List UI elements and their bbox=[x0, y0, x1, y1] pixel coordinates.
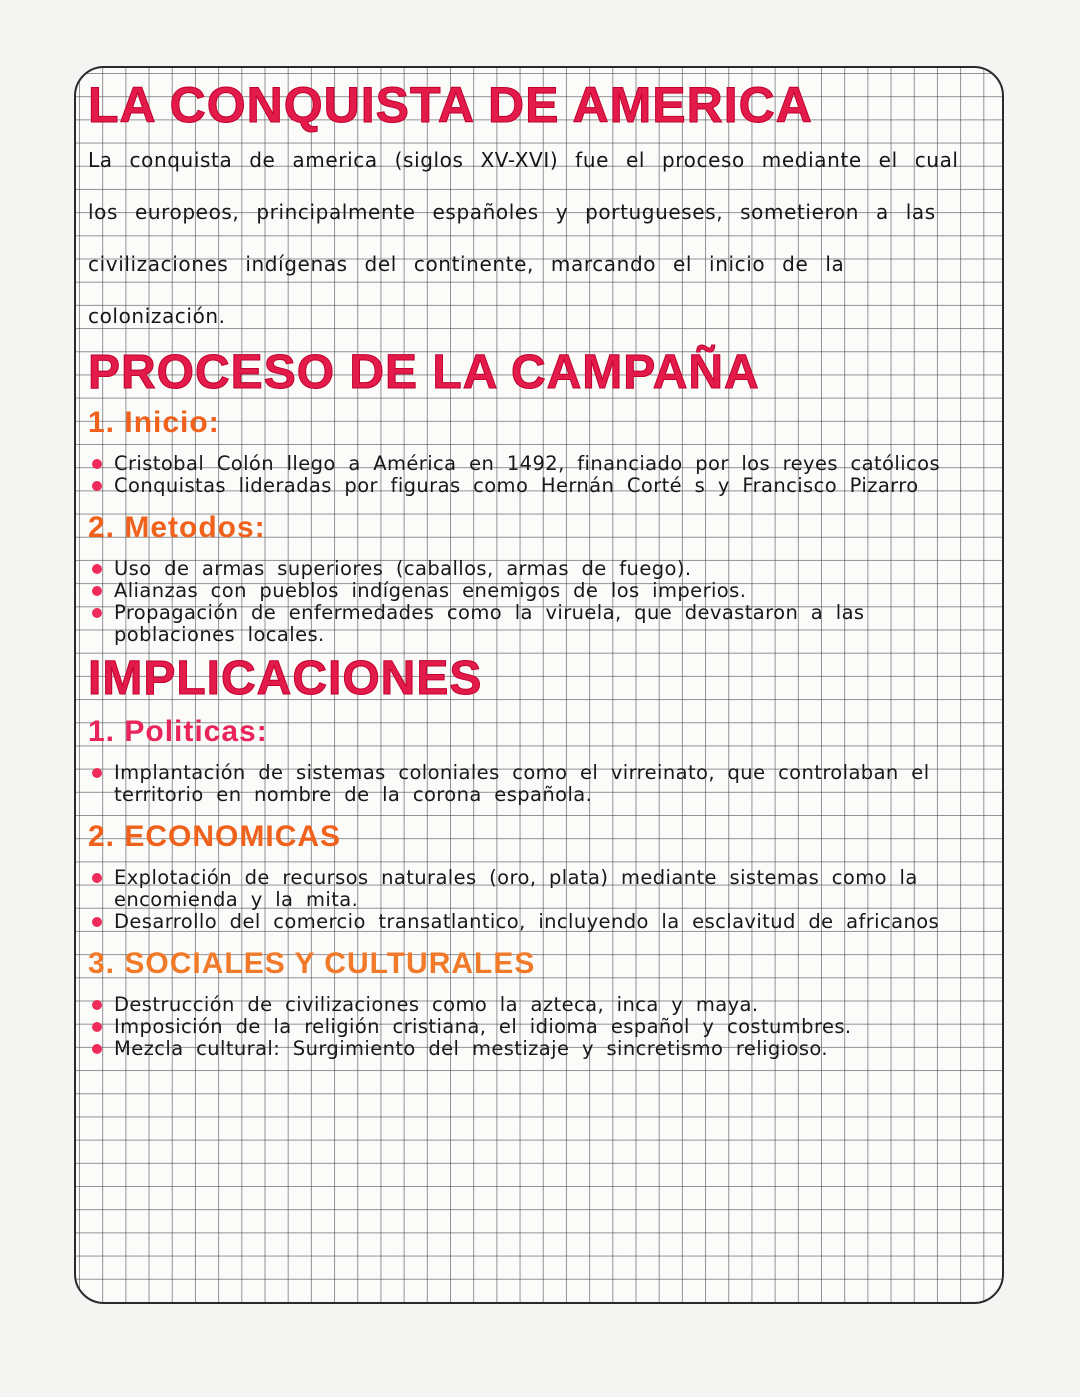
list-item-text: Cristobal Colón llego a América en 1492, financiado por los reyes católicos bbox=[114, 452, 941, 476]
notes-content bbox=[88, 76, 996, 1060]
bullet-icon bbox=[92, 1044, 102, 1054]
bullet-icon bbox=[92, 564, 102, 574]
subheading-sociales: 3. SOCIALES Y CULTURALES bbox=[88, 946, 536, 980]
list-item bbox=[88, 580, 996, 602]
bullet-icon bbox=[92, 873, 102, 883]
bullet-icon bbox=[92, 768, 102, 778]
intro-paragraph: La conquista de america (siglos XV-XVI) fue el proceso mediante el cual los europeos, principalmente españoles y portugueses, sometieron a las civilizaciones indígenas del continente, marcando el inicio de la colonización. bbox=[88, 148, 959, 328]
section-heading-implicaciones: IMPLICACIONES bbox=[88, 652, 483, 706]
page-title: LA CONQUISTA DE AMERICA bbox=[88, 77, 813, 133]
list-item bbox=[88, 1016, 996, 1038]
list-politicas bbox=[88, 762, 996, 806]
list-item bbox=[88, 1038, 996, 1060]
list-item bbox=[88, 994, 996, 1016]
subheading-economicas: 2. ECONOMICAS bbox=[88, 819, 342, 853]
grid-notebook-page bbox=[74, 66, 1004, 1304]
list-item bbox=[88, 762, 996, 806]
list-economicas bbox=[88, 867, 996, 933]
list-metodos bbox=[88, 558, 996, 646]
list-item bbox=[88, 911, 996, 933]
list-sociales bbox=[88, 994, 996, 1060]
bullet-icon bbox=[92, 481, 102, 491]
section-heading-proceso: PROCESO DE LA CAMPAÑA bbox=[88, 346, 760, 399]
list-item bbox=[88, 453, 996, 475]
bullet-icon bbox=[92, 608, 102, 618]
list-item bbox=[88, 867, 996, 911]
bullet-icon bbox=[92, 917, 102, 927]
subheading-inicio: 1. Inicio: bbox=[88, 406, 220, 440]
list-item-text: Imposición de la religión cristiana, el idioma español y costumbres. bbox=[114, 1014, 852, 1038]
bullet-icon bbox=[92, 1000, 102, 1010]
subheading-politicas: 1. Politicas: bbox=[88, 714, 268, 748]
list-item bbox=[88, 602, 996, 646]
bullet-icon bbox=[92, 586, 102, 596]
list-item-text: Explotación de recursos naturales (oro, plata) mediante sistemas como la encomienda y la mita. bbox=[114, 865, 918, 911]
list-item-text: Desarrollo del comercio transatlantico, incluyendo la esclavitud de africanos bbox=[114, 909, 940, 933]
list-item-text: Alianzas con pueblos indígenas enemigos de los imperios. bbox=[114, 579, 747, 603]
list-item-text: Implantación de sistemas coloniales como el virreinato, que controlaban el territorio en nombre de la corona española. bbox=[114, 760, 930, 806]
list-item-text: Uso de armas superiores (caballos, armas de fuego). bbox=[114, 557, 692, 581]
list-item-text: Mezcla cultural: Surgimiento del mestizaje y sincretismo religioso. bbox=[114, 1036, 828, 1060]
list-item-text: Destrucción de civilizaciones como la azteca, inca y maya. bbox=[114, 992, 759, 1016]
list-item-text: Conquistas lideradas por figuras como Hernán Corté s y Francisco Pizarro bbox=[114, 474, 919, 498]
list-item bbox=[88, 475, 996, 497]
list-item bbox=[88, 558, 996, 580]
bullet-icon bbox=[92, 1022, 102, 1032]
subheading-metodos: 2. Metodos: bbox=[88, 511, 266, 545]
list-item-text: Propagación de enfermedades como la viruela, que devastaron a las poblaciones locales. bbox=[114, 601, 865, 647]
bullet-icon bbox=[92, 459, 102, 469]
list-inicio bbox=[88, 453, 996, 497]
